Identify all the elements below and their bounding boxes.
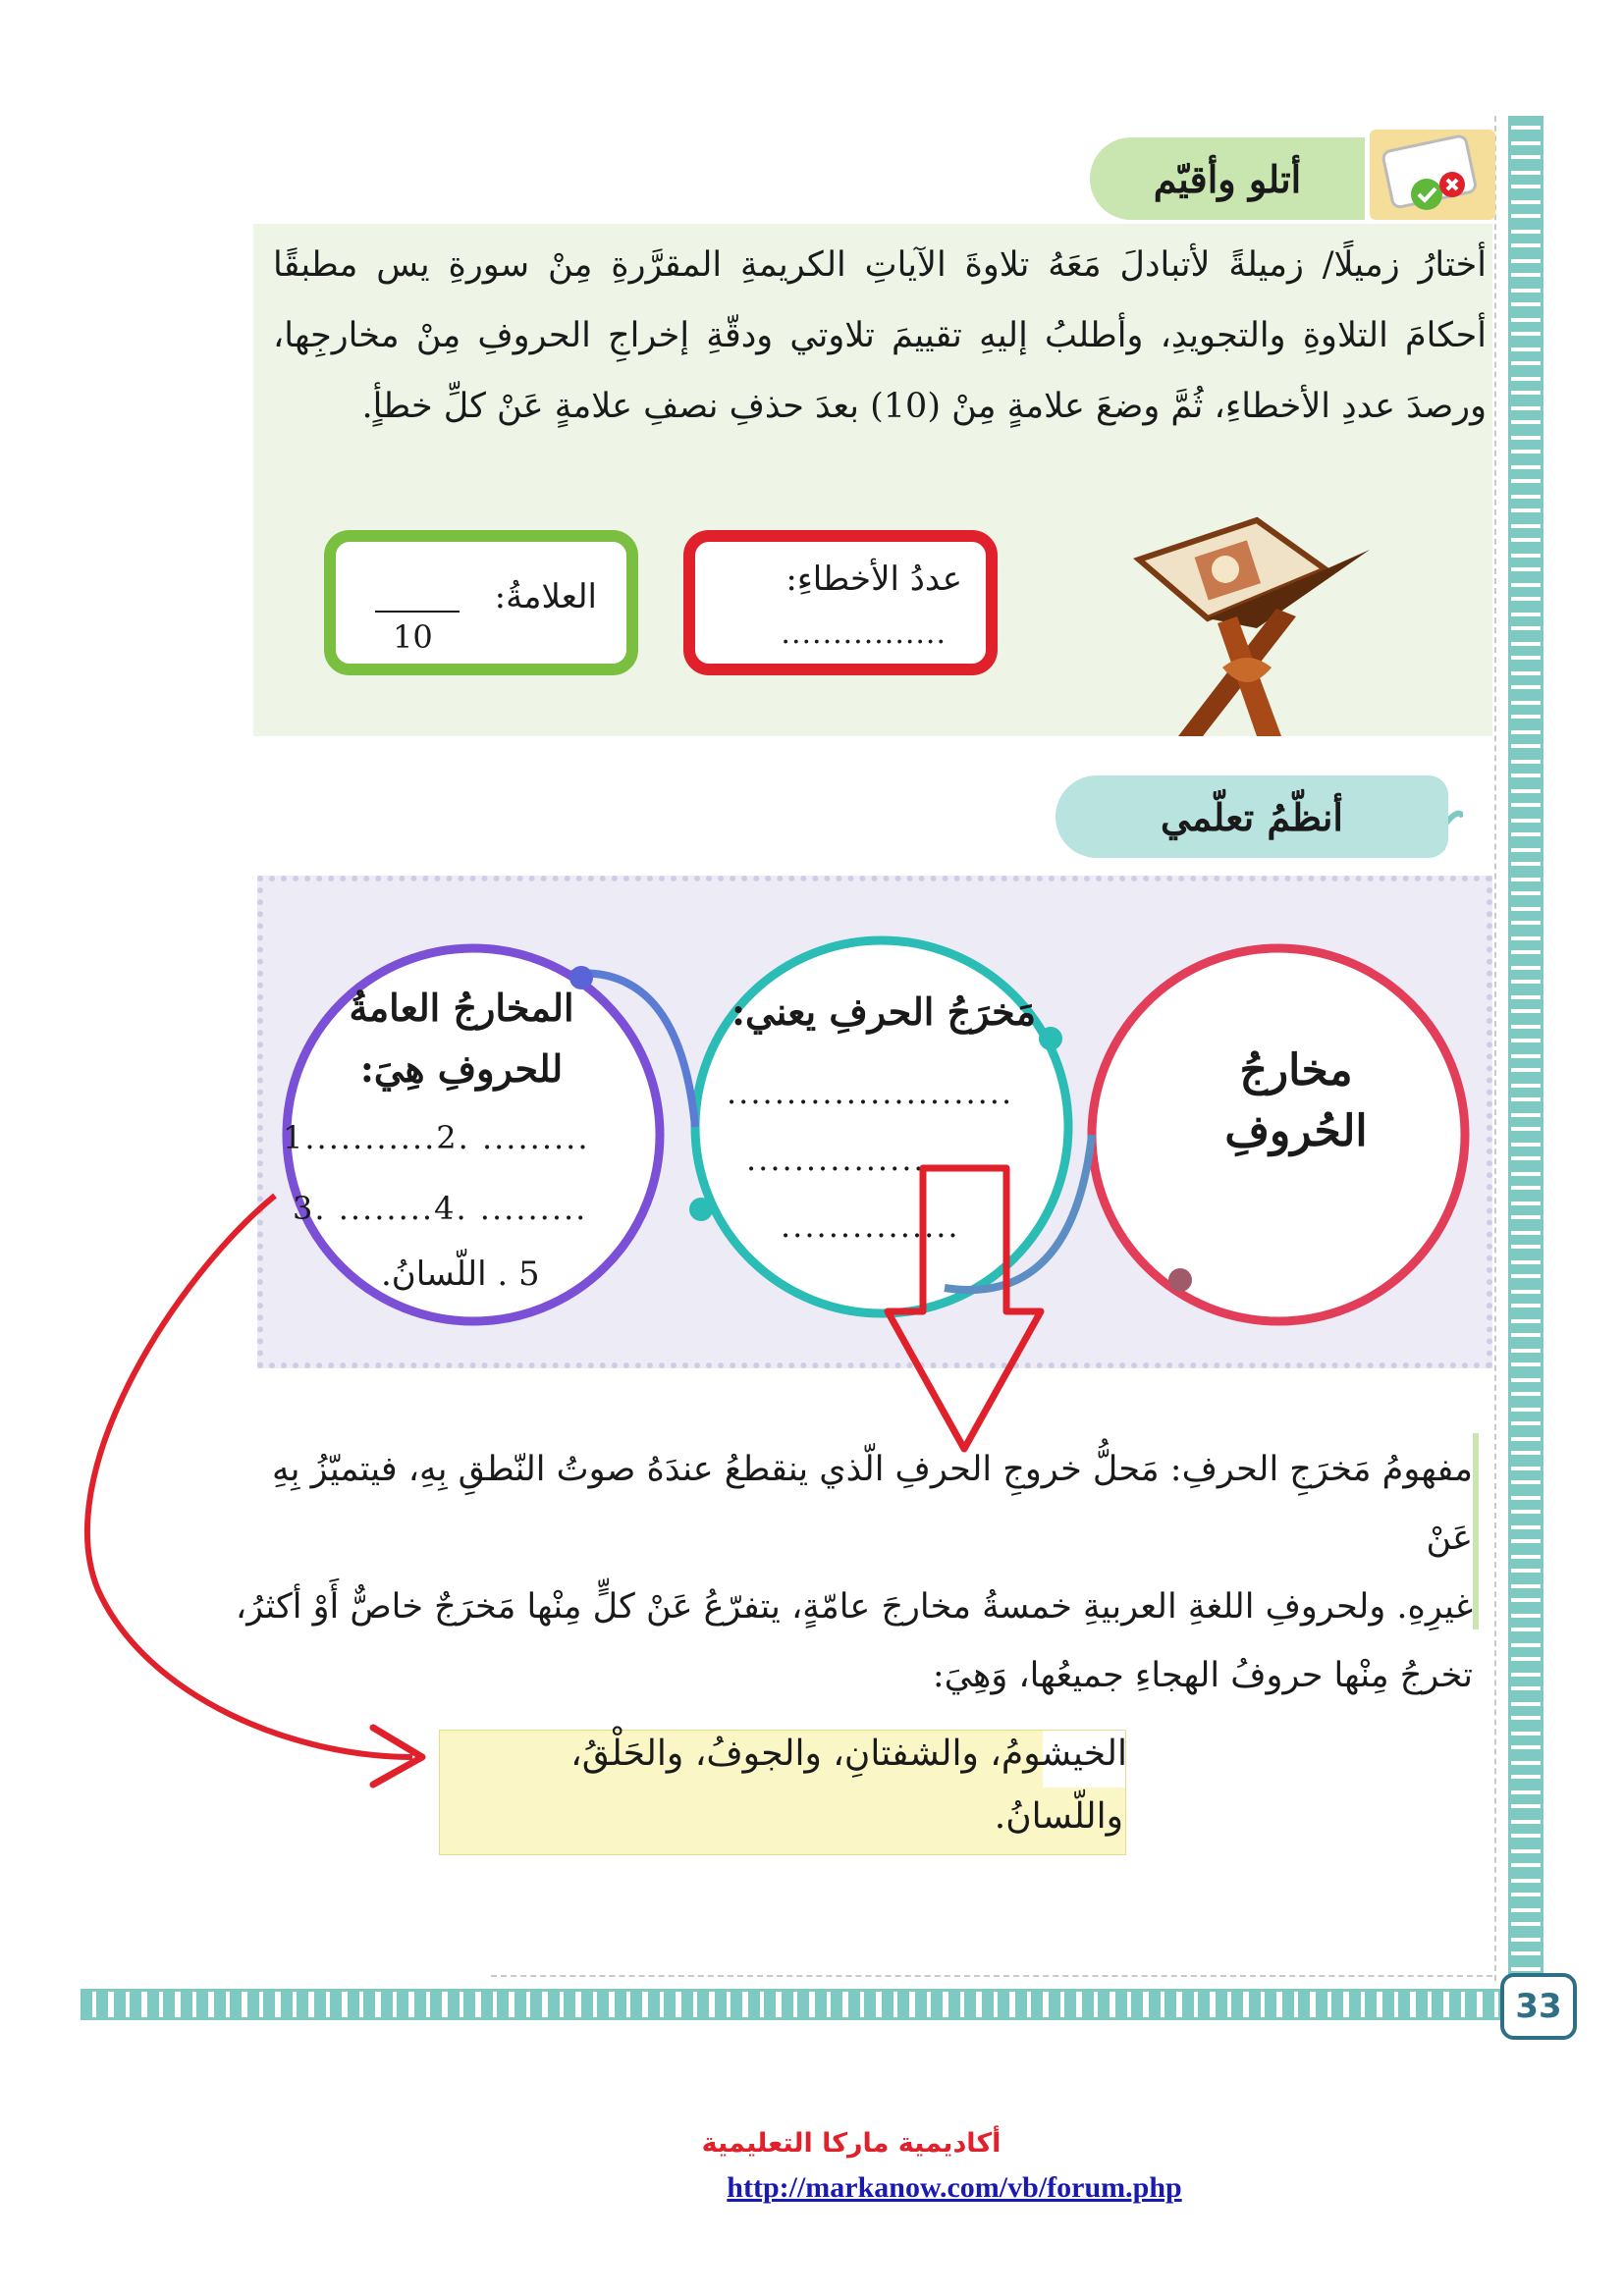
- general-outlets-line2: للحروفِ هِيَ:: [359, 1046, 564, 1091]
- red-down-arrow-icon: [888, 1168, 1041, 1449]
- answer-line-1: الخيشومُ، والشفتانِ، والجوفُ، والحَلْقُ،: [570, 1734, 1127, 1774]
- section-title-recite-evaluate: أتلو وأقيّم: [1090, 137, 1365, 220]
- concept-line-3: تخرجُ مِنْها حروفُ الهجاءِ جميعُها، وَهِيَ:: [932, 1656, 1473, 1695]
- general-outlets-line1: المخارجُ العامةُ: [349, 986, 574, 1030]
- circle-makharij-line2: الحُروفِ: [1224, 1106, 1368, 1156]
- activity-instructions: أختارُ زميلًا/ زميلةً لأتبادلَ مَعَهُ تلاوةَ الآياتِ الكريمةِ المقرَّرةِ مِنْ سورةِ يس مطبقًا أحكامَ التلاوةِ والتجويدِ، وأطلبُ إليهِ تقييمَ تلاوتي ودقّةِ إخراجِ الحروفِ مِنْ مخارجِها، ورصدَ عددِ الأخطاءِ، ثُمَّ وضعَ علامةٍ مِنْ (10) بعدَ حذفِ نصفِ علامةٍ عَنْ كلِّ خطأٍ.: [273, 245, 1487, 426]
- outlet-items-3-4[interactable]: 3. ........4. .........: [293, 1190, 588, 1227]
- grade-denominator: 10: [393, 618, 433, 656]
- footer-academy-name: أكاديمية ماركا التعليمية: [701, 2128, 1001, 2159]
- section-title-organize-learning: أنظّمُ تعلّمي: [1056, 775, 1448, 858]
- grade-label: العلامةُ:: [494, 577, 597, 616]
- concept-line-1: مفهومُ مَخرَجِ الحرفِ: مَحلُّ خروجِ الحرفِ الّذي ينقطعُ عندَهُ صوتُ النّطقِ بِهِ، فيتميّزُ بِهِ عَنْ: [272, 1450, 1473, 1558]
- makhraj-blank-1[interactable]: ........................: [727, 1074, 1014, 1111]
- makhraj-blank-3[interactable]: ...............: [781, 1207, 960, 1245]
- answer-line-2: واللّسانُ.: [994, 1796, 1123, 1837]
- page-number: 33: [1500, 1973, 1577, 2040]
- footer-url-link[interactable]: http://markanow.com/vb/forum.php: [727, 2171, 1182, 2204]
- makhraj-blank-2[interactable]: ....................: [746, 1141, 986, 1178]
- errors-blank[interactable]: ................: [781, 616, 947, 651]
- outlet-item-5: 5 . اللّسانُ.: [381, 1255, 540, 1294]
- concept-line-2: غيرِهِ. ولحروفِ اللغةِ العربيةِ خمسةُ مخارجَ عامّةٍ، يتفرّعُ عَنْ كلٍّ مِنْها مَخرَجٌ خاصٌّ أَوْ أكثرُ،: [235, 1587, 1473, 1627]
- errors-label: عددُ الأخطاءِ:: [785, 560, 962, 599]
- red-curved-arrow-icon: [87, 1196, 412, 1757]
- outlet-items-1-2[interactable]: 1...........2. .........: [283, 1119, 590, 1156]
- makhraj-definition-title: مَخرَجُ الحرفِ يعني:: [731, 989, 1036, 1034]
- circle-makharij-line1: مخارجُ: [1239, 1045, 1353, 1095]
